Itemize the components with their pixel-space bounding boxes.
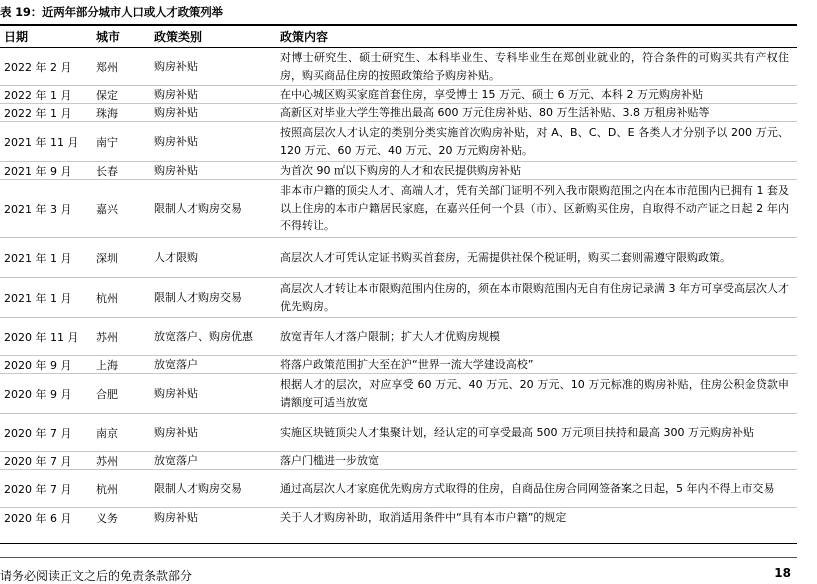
cell-type: 限制人才购房交易 [154,482,242,495]
cell-type: 限制人才购房交易 [154,202,242,215]
table-bottom-rule [0,543,797,544]
cell-type: 放宽落户、购房优惠 [154,330,253,343]
cell-city: 深圳 [96,251,118,265]
cell-desc: 将落户政策范围扩大至在沪“世界一流大学建设高校” [280,357,534,371]
table-row [0,86,797,104]
cell-city: 杭州 [96,291,118,305]
cell-desc: 对博士研究生、硕士研究生、本科毕业生、专科毕业生在郑创业就业的，符合条件的可购买共有产权住房，购买商品住房的按照政策给予购房补贴。 [280,51,789,82]
cell-desc: 在中心城区购买家庭首套住房，享受博士 15 万元、硕士 6 万元、本科 2 万元购房补贴 [280,87,703,101]
table-caption: 表 19：近两年部分城市人口或人才政策列举 [0,5,223,19]
table-row [0,508,797,527]
cell-desc: 高层次人才转让本市限购范围内住房的，须在本市限购范围内无自有住房记录满 3 年方可享受高层次人才优先购房。 [280,282,789,313]
cell-desc: 根据人才的层次，对应享受 60 万元、40 万元、20 万元、10 万元标准的购房补贴，住房公积金贷款申请额度可适当放宽 [280,378,789,409]
header-type: 政策类别 [154,30,203,44]
cell-city: 长春 [96,164,118,178]
cell-date: 2021 年 1 月 [4,251,72,265]
cell-type: 放宽落户 [154,454,198,467]
cell-city: 珠海 [96,106,118,120]
cell-date: 2020 年 11 月 [4,330,79,344]
cell-desc: 通过高层次人才家庭优先购房方式取得的住房，自商品住房合同网签备案之日起，5 年内不得上市交易 [280,481,775,495]
cell-city: 郑州 [96,60,118,74]
cell-type: 购房补贴 [154,106,198,119]
cell-city: 杭州 [96,482,118,496]
cell-city: 合肥 [96,387,118,401]
cell-type: 购房补贴 [154,164,198,177]
cell-desc: 关于人才购房补助，取消适用条件中“具有本市户籍”的规定 [280,510,567,524]
table-row [0,414,797,452]
cell-date: 2020 年 6 月 [4,511,72,525]
cell-type: 购房补贴 [154,60,198,73]
cell-type: 购房补贴 [154,426,198,439]
cell-desc: 放宽青年人才落户限制；扩大人才优购房规模 [280,329,500,343]
table-row [0,162,797,180]
header-city: 城市 [96,30,121,44]
table-row [0,470,797,508]
table-row [0,278,797,318]
cell-desc: 高新区对毕业大学生等推出最高 600 万元住房补贴、80 万生活补贴、3.8 万租房补贴等 [280,105,710,119]
cell-type: 购房补贴 [154,135,198,148]
cell-date: 2021 年 11 月 [4,135,79,149]
table-row [0,374,797,414]
cell-type: 购房补贴 [154,387,198,400]
table-row [0,122,797,162]
table-row [0,238,797,278]
cell-city: 上海 [96,358,118,372]
cell-desc: 落户门槛进一步放宽 [280,453,379,467]
header-date: 日期 [4,30,29,44]
cell-desc: 按照高层次人才认定的类别分类实施首次购房补贴，对 A、B、C、D、E 各类人才分别予以 200 万元、120 万元、60 万元、40 万元、20 万元购房补贴。 [280,126,789,157]
cell-city: 南京 [96,426,118,440]
cell-city: 嘉兴 [96,202,118,216]
cell-type: 购房补贴 [154,88,198,101]
cell-type: 购房补贴 [154,511,198,524]
cell-desc: 实施区块链顶尖人才集聚计划，经认定的可享受最高 500 万元项目扶持和最高 300 万元购房补贴 [280,425,754,439]
cell-date: 2020 年 7 月 [4,454,72,468]
cell-type: 放宽落户 [154,358,198,371]
table-row [0,452,797,470]
table-row [0,180,797,238]
cell-date: 2020 年 7 月 [4,482,72,496]
cell-city: 义务 [96,511,118,525]
footer-disclaimer: 请务必阅读正文之后的免责条款部分 [0,569,193,583]
policy-table [0,48,797,527]
cell-desc: 为首次 90 ㎡以下购房的人才和农民提供购房补贴 [280,163,521,177]
table-row [0,356,797,374]
cell-city: 苏州 [96,330,118,344]
cell-date: 2020 年 9 月 [4,387,72,401]
table-row [0,318,797,356]
cell-desc: 高层次人才可凭认定证书购买首套房，无需提供社保个税证明，购买二套则需遵守限购政策。 [280,250,731,264]
cell-city: 苏州 [96,454,118,468]
cell-date: 2021 年 1 月 [4,291,72,305]
cell-date: 2021 年 9 月 [4,164,72,178]
cell-type: 人才限购 [154,251,198,264]
cell-city: 南宁 [96,135,118,149]
cell-date: 2021 年 3 月 [4,202,72,216]
cell-date: 2022 年 2 月 [4,60,72,74]
cell-date: 2020 年 7 月 [4,426,72,440]
cell-date: 2022 年 1 月 [4,106,72,120]
cell-city: 保定 [96,88,118,102]
cell-desc: 非本市户籍的顶尖人才、高端人才，凭有关部门证明不列入我市限购范围之内在本市范围内已拥有 1 套及以上住房的本市户籍居民家庭，在嘉兴任何一个县（市）、区新购买住房，自取得不动产证之日起 2 年内不得转让。 [280,184,789,233]
table-row [0,48,797,86]
cell-date: 2020 年 9 月 [4,358,72,372]
table-row [0,104,797,122]
header-desc: 政策内容 [280,30,329,44]
cell-date: 2022 年 1 月 [4,88,72,102]
page-number: 18 [774,566,791,580]
page-footer-rule [0,557,797,558]
cell-type: 限制人才购房交易 [154,291,242,304]
